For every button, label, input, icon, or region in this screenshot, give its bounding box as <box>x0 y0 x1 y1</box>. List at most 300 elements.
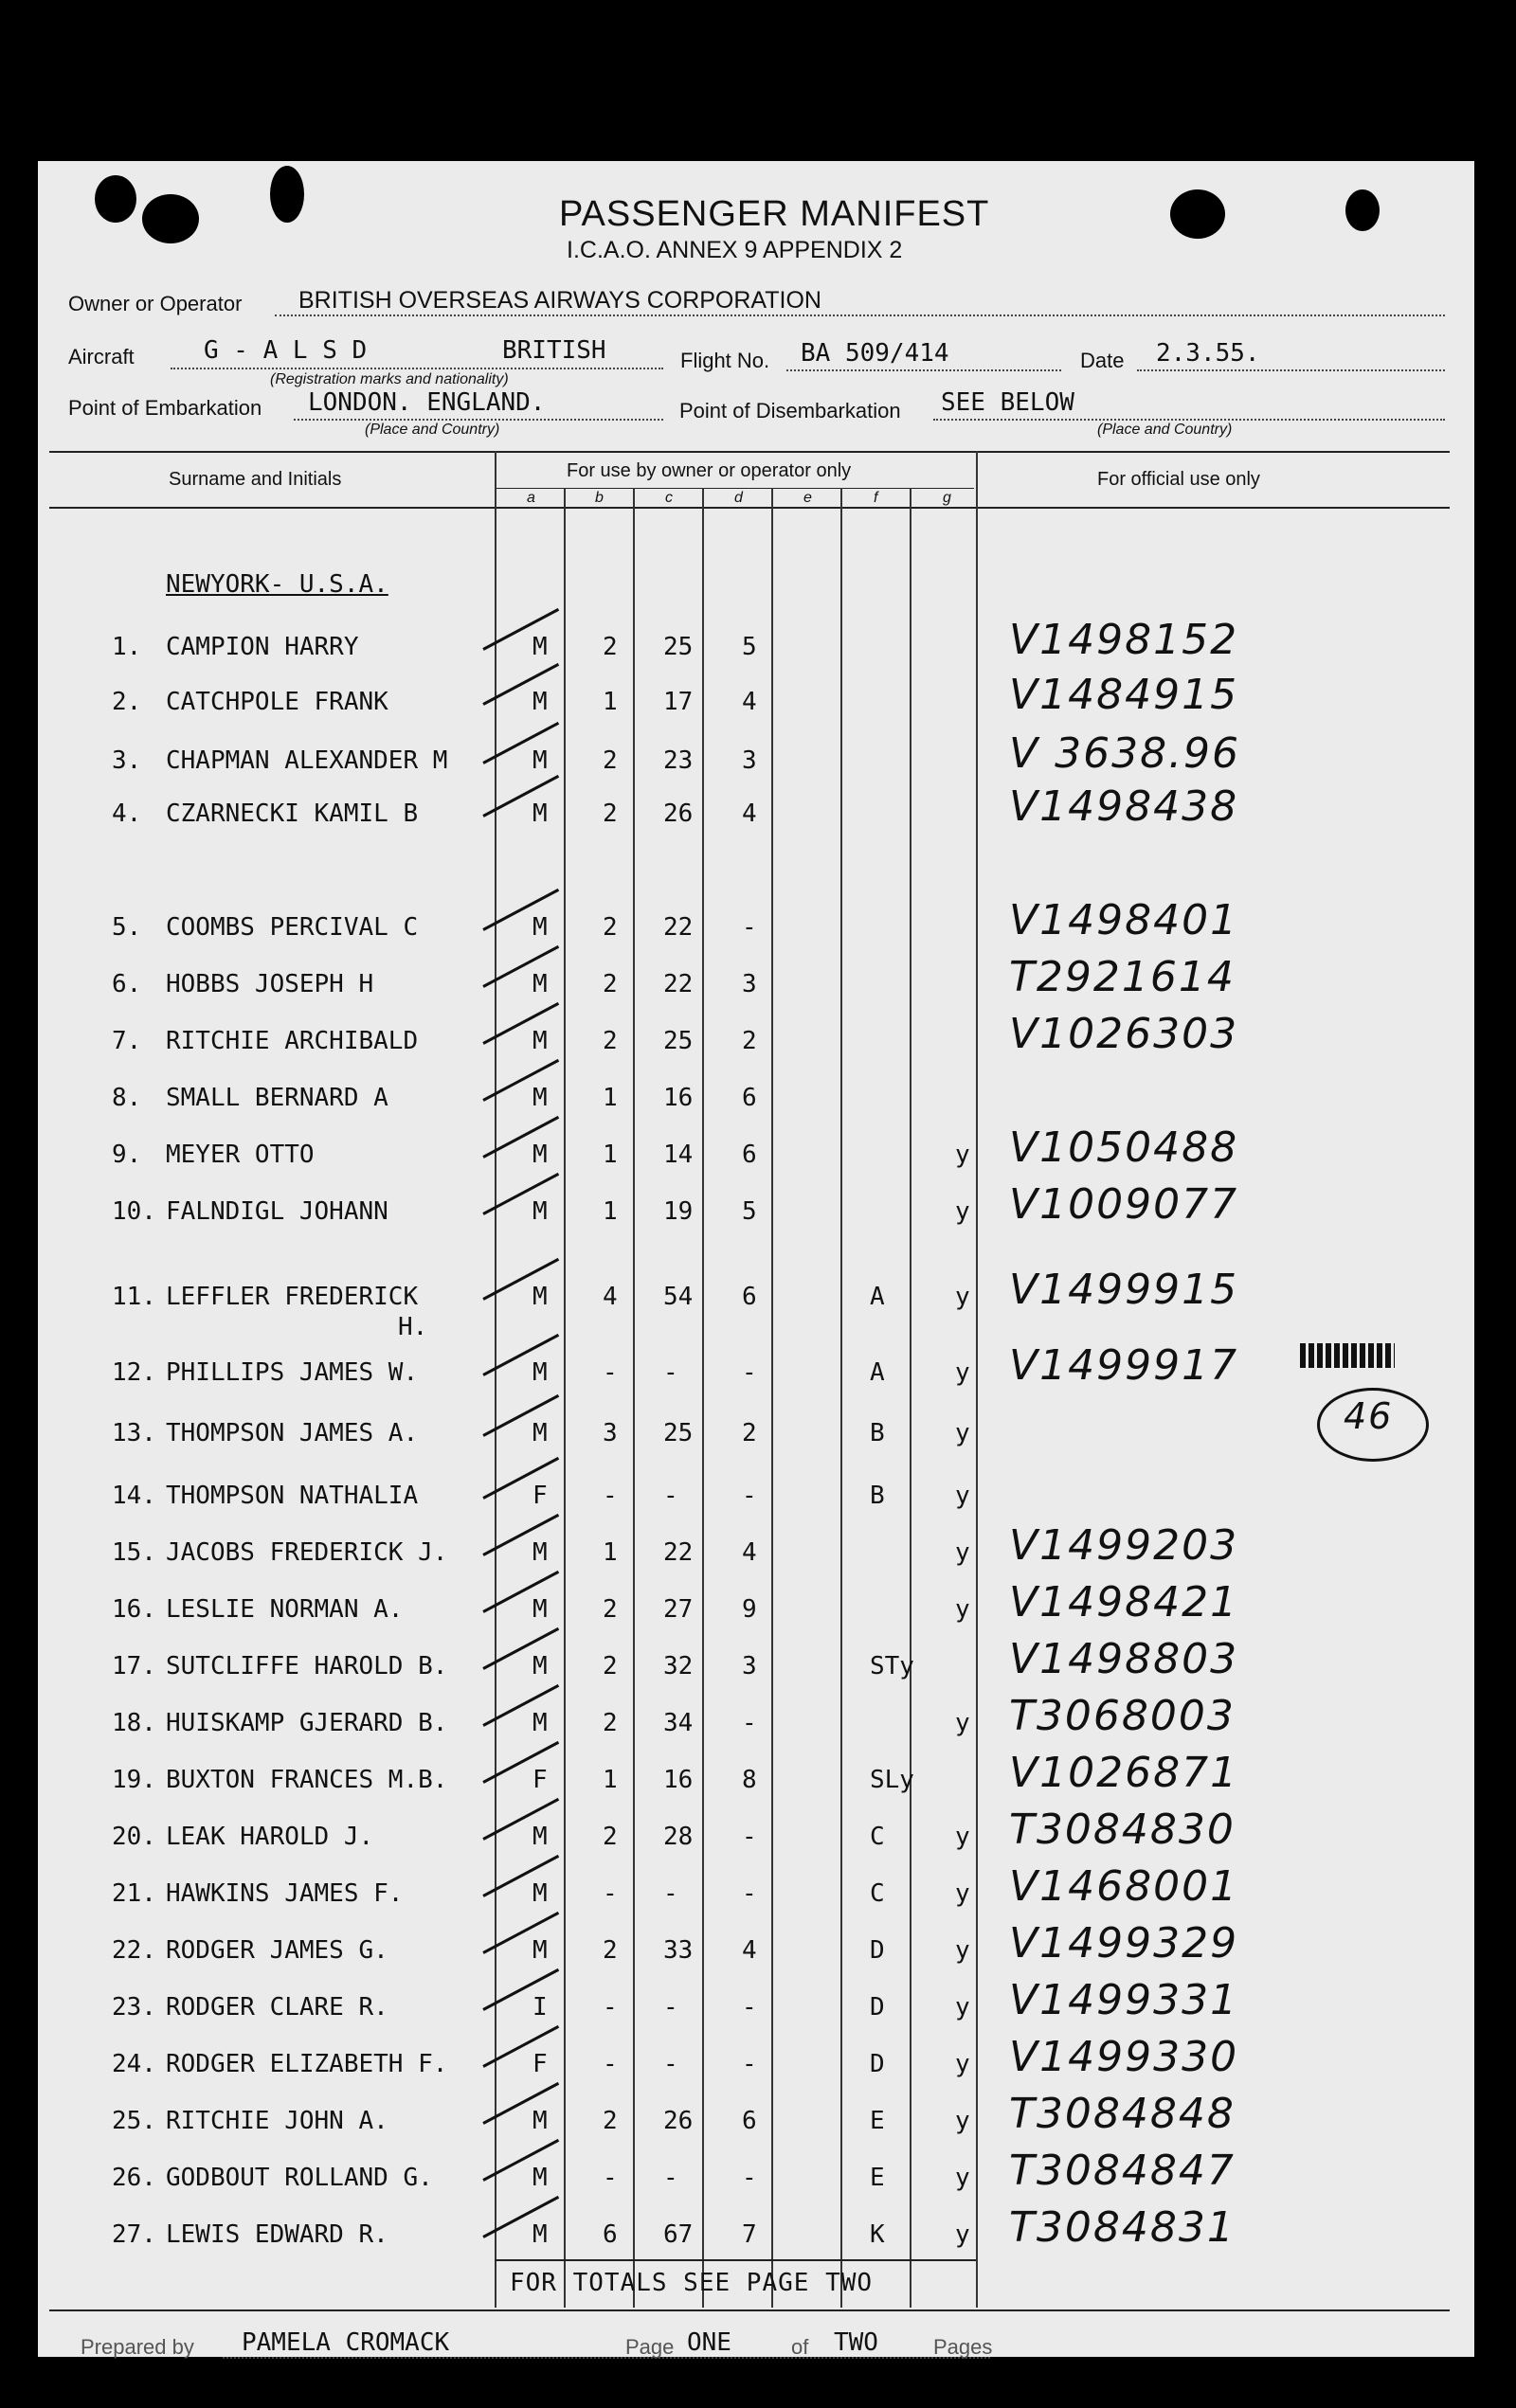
row-number: 3. <box>112 746 142 775</box>
passenger-name: CAMPION HARRY <box>166 633 359 661</box>
col-d-value: 6 <box>742 2107 757 2135</box>
col-operator-header: For use by owner or operator only <box>567 460 852 481</box>
col-c-value: 22 <box>663 1538 694 1567</box>
col-a-sex: M <box>532 688 548 716</box>
col-d-value: 4 <box>742 1936 757 1965</box>
col-b-value: 2 <box>603 1823 618 1851</box>
table-row <box>0 1180 1516 1243</box>
col-b-value: - <box>603 1879 618 1908</box>
col-a-sex: M <box>532 1823 548 1851</box>
col-b-value: 2 <box>603 633 618 661</box>
col-c-value: 26 <box>663 2107 694 2135</box>
col-b-value: 1 <box>603 688 618 716</box>
punch-hole <box>95 175 136 223</box>
date-label: Date <box>1080 349 1125 372</box>
side-mark-value: 46 <box>1344 1395 1394 1437</box>
footer-rule <box>49 2309 1450 2311</box>
col-d-value: 2 <box>742 1419 757 1447</box>
of-label: of <box>791 2335 809 2359</box>
col-b-value: 2 <box>603 1652 618 1680</box>
col-d-value: - <box>742 913 757 942</box>
col-d-value: 4 <box>742 688 757 716</box>
col-g-value: y <box>955 2107 970 2135</box>
col-f-value: SLy <box>870 1766 914 1794</box>
subcol-a: a <box>527 490 535 506</box>
col-g-value: y <box>955 1936 970 1965</box>
date-dotline <box>1137 369 1445 371</box>
col-c-value: 16 <box>663 1766 694 1794</box>
passenger-name: RITCHIE JOHN A. <box>166 2107 388 2135</box>
table-row <box>0 1806 1516 1868</box>
table-row <box>0 2033 1516 2095</box>
row-number: 20. <box>112 1823 156 1851</box>
col-b-value: 2 <box>603 970 618 998</box>
col-c-value: 27 <box>663 1595 694 1624</box>
row-number: 22. <box>112 1936 156 1965</box>
official-number: T3084831 <box>1009 2203 1236 2252</box>
col-d-value: 3 <box>742 1652 757 1680</box>
table-row <box>0 729 1516 792</box>
col-d-value: - <box>742 1823 757 1851</box>
row-number: 7. <box>112 1027 142 1055</box>
col-g-value: y <box>955 1879 970 1908</box>
page-value: ONE <box>687 2328 731 2357</box>
passenger-name: HAWKINS JAMES F. <box>166 1879 404 1908</box>
row-number: 11. <box>112 1283 156 1311</box>
official-number: V1026871 <box>1009 1749 1239 1797</box>
col-a-sex: M <box>532 1709 548 1737</box>
col-b-value: 1 <box>603 1141 618 1169</box>
col-g-value: y <box>955 1823 970 1851</box>
table-row <box>0 1976 1516 2039</box>
page-label: Page <box>625 2335 675 2359</box>
row-number: 9. <box>112 1141 142 1169</box>
col-a-sex: M <box>532 970 548 998</box>
owner-value: BRITISH OVERSEAS AIRWAYS CORPORATION <box>298 287 821 314</box>
table-row <box>0 1123 1516 1186</box>
row-number: 14. <box>112 1482 156 1510</box>
col-b-value: 2 <box>603 1936 618 1965</box>
table-row <box>0 1862 1516 1925</box>
col-d-value: 5 <box>742 633 757 661</box>
col-c-value: - <box>663 1358 678 1387</box>
col-c-value: 22 <box>663 970 694 998</box>
col-a-sex: M <box>532 1084 548 1112</box>
table-row <box>0 1266 1516 1341</box>
aircraft-label: Aircraft <box>68 345 135 368</box>
official-number: V1499203 <box>1009 1521 1239 1570</box>
col-c-value: 32 <box>663 1652 694 1680</box>
col-d-value: 6 <box>742 1084 757 1112</box>
footer-dotline <box>223 2357 990 2359</box>
aircraft-dotline <box>171 368 663 369</box>
prepared-value: PAMELA CROMACK <box>242 2328 450 2357</box>
table-row <box>0 2090 1516 2152</box>
col-f-value: C <box>870 1879 885 1908</box>
official-number: V1499330 <box>1009 2033 1239 2081</box>
passenger-name: RODGER JAMES G. <box>166 1936 388 1965</box>
disembark-value: SEE BELOW <box>941 388 1074 417</box>
col-d-value: - <box>742 1709 757 1737</box>
passenger-name: JACOBS FREDERICK J. <box>166 1538 448 1567</box>
official-number: V1498401 <box>1009 896 1239 944</box>
col-d-value: 6 <box>742 1283 757 1311</box>
col-a-sex: M <box>532 2220 548 2249</box>
col-c-value: 16 <box>663 1084 694 1112</box>
col-b-value: 1 <box>603 1766 618 1794</box>
official-number: V1468001 <box>1009 1862 1239 1911</box>
official-number: V 3638.96 <box>1009 729 1241 778</box>
totals-note: FOR TOTALS SEE PAGE TWO <box>510 2269 874 2297</box>
col-c-value: 34 <box>663 1709 694 1737</box>
row-number: 25. <box>112 2107 156 2135</box>
col-a-sex: F <box>532 2050 548 2078</box>
official-number: T2921614 <box>1009 953 1236 1001</box>
col-c-value: 33 <box>663 1936 694 1965</box>
col-b-value: 2 <box>603 800 618 828</box>
col-c-value: - <box>663 1482 678 1510</box>
col-a-sex: F <box>532 1766 548 1794</box>
col-d-value: - <box>742 1993 757 2022</box>
row-number: 1. <box>112 633 142 661</box>
passenger-name: CZARNECKI KAMIL B <box>166 800 419 828</box>
table-row <box>0 1578 1516 1641</box>
official-number: T3084847 <box>1009 2147 1236 2195</box>
col-f-value: D <box>870 2050 885 2078</box>
passenger-name: RODGER ELIZABETH F. <box>166 2050 448 2078</box>
passenger-name: RODGER CLARE R. <box>166 1993 388 2022</box>
row-number: 13. <box>112 1419 156 1447</box>
embark-value: LONDON. ENGLAND. <box>308 388 546 417</box>
owner-dotline <box>275 314 1445 316</box>
table-row <box>0 953 1516 1015</box>
col-f-value: A <box>870 1283 885 1311</box>
passenger-name: SUTCLIFFE HAROLD B. <box>166 1652 448 1680</box>
subcol-b: b <box>595 490 604 506</box>
col-a-sex: M <box>532 1027 548 1055</box>
col-g-value: y <box>955 1595 970 1624</box>
col-c-value: 25 <box>663 1027 694 1055</box>
punch-hole <box>1170 189 1225 239</box>
official-number: V1026303 <box>1009 1010 1239 1058</box>
subcol-g: g <box>943 490 951 506</box>
col-d-value: 3 <box>742 746 757 775</box>
passenger-name: THOMPSON JAMES A. <box>166 1419 419 1447</box>
embark-label: Point of Embarkation <box>68 396 262 420</box>
official-number: V1050488 <box>1009 1123 1239 1172</box>
official-number: T3084830 <box>1009 1806 1236 1854</box>
col-b-value: 1 <box>603 1197 618 1226</box>
official-number: V1498438 <box>1009 782 1239 831</box>
table-row <box>0 1749 1516 1811</box>
table-row <box>0 1076 1516 1129</box>
table-row <box>0 1411 1516 1465</box>
col-b-value: - <box>603 2050 618 2078</box>
passenger-name: CHAPMAN ALEXANDER M <box>166 746 448 775</box>
passenger-name: FALNDIGL JOHANN <box>166 1197 388 1226</box>
col-b-value: 2 <box>603 1595 618 1624</box>
col-b-value: 6 <box>603 2220 618 2249</box>
row-number: 8. <box>112 1084 142 1112</box>
official-number: T3068003 <box>1009 1692 1236 1740</box>
col-b-value: 4 <box>603 1283 618 1311</box>
col-c-value: 14 <box>663 1141 694 1169</box>
official-number: V1498421 <box>1009 1578 1239 1626</box>
punch-hole <box>1345 189 1380 231</box>
col-a-sex: M <box>532 1419 548 1447</box>
col-f-value: A <box>870 1358 885 1387</box>
col-a-sex: M <box>532 633 548 661</box>
col-g-value: y <box>955 1197 970 1226</box>
table-top-rule <box>49 451 1450 453</box>
col-c-value: - <box>663 2050 678 2078</box>
col-b-value: - <box>603 2164 618 2192</box>
col-d-value: 6 <box>742 1141 757 1169</box>
table-row <box>0 896 1516 959</box>
aircraft-value: G - A L S D <box>204 336 368 365</box>
col-a-sex: M <box>532 800 548 828</box>
col-f-value: B <box>870 1419 885 1447</box>
table-row <box>0 1474 1516 1527</box>
col-c-value: 23 <box>663 746 694 775</box>
col-c-value: - <box>663 2164 678 2192</box>
col-b-value: - <box>603 1993 618 2022</box>
table-row <box>0 1919 1516 1982</box>
punch-hole <box>270 166 304 223</box>
col-d-value: 2 <box>742 1027 757 1055</box>
row-number: 6. <box>112 970 142 998</box>
row-number: 23. <box>112 1993 156 2022</box>
table-row <box>0 616 1516 678</box>
col-f-value: E <box>870 2107 885 2135</box>
col-d-value: - <box>742 1879 757 1908</box>
date-value: 2.3.55. <box>1156 339 1260 368</box>
passenger-name: HOBBS JOSEPH H <box>166 970 374 998</box>
row-number: 17. <box>112 1652 156 1680</box>
col-g-value: y <box>955 1358 970 1387</box>
passenger-name: LESLIE NORMAN A. <box>166 1595 404 1624</box>
passenger-name: COOMBS PERCIVAL C <box>166 913 419 942</box>
passenger-name: THOMPSON NATHALIA <box>166 1482 419 1510</box>
registration-note: (Registration marks and nationality) <box>270 371 509 387</box>
col-c-value: - <box>663 1879 678 1908</box>
official-number: V1009077 <box>1009 1180 1239 1229</box>
col-a-sex: M <box>532 1197 548 1226</box>
passenger-name: LEAK HAROLD J. <box>166 1823 374 1851</box>
row-number: 21. <box>112 1879 156 1908</box>
official-number: V1499917 <box>1009 1341 1239 1390</box>
passenger-name: BUXTON FRANCES M.B. <box>166 1766 448 1794</box>
row-number: 10. <box>112 1197 156 1226</box>
col-b-value: 1 <box>603 1084 618 1112</box>
owner-label: Owner or Operator <box>68 292 243 315</box>
subcol-e: e <box>803 490 812 506</box>
col-b-value: - <box>603 1358 618 1387</box>
col-f-value: C <box>870 1823 885 1851</box>
official-number: T3084848 <box>1009 2090 1236 2138</box>
col-a-sex: M <box>532 2164 548 2192</box>
passenger-name: PHILLIPS JAMES W. <box>166 1358 419 1387</box>
col-d-value: 4 <box>742 800 757 828</box>
subcol-d: d <box>734 490 743 506</box>
col-a-sex: M <box>532 913 548 942</box>
row-number: 2. <box>112 688 142 716</box>
disembark-note: (Place and Country) <box>1097 422 1233 438</box>
embark-dotline <box>294 419 663 421</box>
table-row <box>0 1341 1516 1404</box>
col-d-value: 5 <box>742 1197 757 1226</box>
table-row <box>0 1010 1516 1072</box>
punch-hole <box>142 194 199 243</box>
embark-note: (Place and Country) <box>365 422 500 438</box>
col-d-value: 3 <box>742 970 757 998</box>
flight-value: BA 509/414 <box>801 339 949 368</box>
col-a-sex: M <box>532 1141 548 1169</box>
col-g-value: y <box>955 1283 970 1311</box>
col-d-value: - <box>742 1358 757 1387</box>
col-a-sex: M <box>532 1595 548 1624</box>
col-b-value: 2 <box>603 2107 618 2135</box>
col-b-value: 1 <box>603 1538 618 1567</box>
row-number: 5. <box>112 913 142 942</box>
manifest-subtitle: I.C.A.O. ANNEX 9 APPENDIX 2 <box>567 237 903 263</box>
col-d-value: 8 <box>742 1766 757 1794</box>
col-c-value: 26 <box>663 800 694 828</box>
row-number: 4. <box>112 800 142 828</box>
col-a-sex: M <box>532 2107 548 2135</box>
col-a-sex: M <box>532 1538 548 1567</box>
subcol-f: f <box>874 490 878 506</box>
table-row <box>0 1521 1516 1584</box>
passenger-name: RITCHIE ARCHIBALD <box>166 1027 419 1055</box>
col-b-value: 2 <box>603 913 618 942</box>
col-f-value: B <box>870 1482 885 1510</box>
subcol-c: c <box>665 490 673 506</box>
col-a-sex: M <box>532 746 548 775</box>
prepared-label: Prepared by <box>81 2335 194 2359</box>
official-number: V1498803 <box>1009 1635 1239 1683</box>
col-g-value: y <box>955 2050 970 2078</box>
disembark-dotline <box>933 419 1445 421</box>
passenger-name: LEWIS EDWARD R. <box>166 2220 388 2249</box>
passenger-name: LEFFLER FREDERICK <box>166 1283 419 1311</box>
table-row <box>0 671 1516 733</box>
table-row <box>0 782 1516 845</box>
col-c-value: 67 <box>663 2220 694 2249</box>
destination-heading: NEWYORK- U.S.A. <box>166 570 388 599</box>
row-number: 12. <box>112 1358 156 1387</box>
col-surname-header: Surname and Initials <box>169 469 342 490</box>
passenger-name: GODBOUT ROLLAND G. <box>166 2164 433 2192</box>
col-f-value: E <box>870 2164 885 2192</box>
col-c-value: - <box>663 1993 678 2022</box>
col-d-value: 9 <box>742 1595 757 1624</box>
col-f-value: D <box>870 1936 885 1965</box>
col-f-value: K <box>870 2220 885 2249</box>
passenger-name: SMALL BERNARD A <box>166 1084 388 1112</box>
col-g-value: y <box>955 2164 970 2192</box>
col-a-sex: M <box>532 1358 548 1387</box>
of-value: TWO <box>834 2328 878 2357</box>
col-official-header: For official use only <box>1097 469 1260 490</box>
col-a-sex: M <box>532 1283 548 1311</box>
row-number: 15. <box>112 1538 156 1567</box>
official-number: V1498152 <box>1009 616 1239 664</box>
col-b-value: - <box>603 1482 618 1510</box>
col-d-value: - <box>742 2050 757 2078</box>
col-c-value: 28 <box>663 1823 694 1851</box>
col-g-value: y <box>955 2220 970 2249</box>
row-number: 26. <box>112 2164 156 2192</box>
col-a-sex: F <box>532 1482 548 1510</box>
disembark-label: Point of Disembarkation <box>679 399 901 422</box>
table-row <box>0 1692 1516 1754</box>
row-number: 27. <box>112 2220 156 2249</box>
manifest-title: PASSENGER MANIFEST <box>559 194 990 234</box>
col-g-value: y <box>955 1709 970 1737</box>
col-c-value: 25 <box>663 633 694 661</box>
totals-rule <box>495 2259 976 2261</box>
passenger-name: CATCHPOLE FRANK <box>166 688 388 716</box>
official-number: V1484915 <box>1009 671 1239 719</box>
col-b-value: 2 <box>603 746 618 775</box>
scribble-mark <box>1300 1343 1395 1368</box>
col-c-value: 54 <box>663 1283 694 1311</box>
official-number: V1499331 <box>1009 1976 1239 2024</box>
col-b-value: 2 <box>603 1709 618 1737</box>
col-c-value: 19 <box>663 1197 694 1226</box>
col-g-value: y <box>955 1993 970 2022</box>
col-b-value: 3 <box>603 1419 618 1447</box>
aircraft-nationality: BRITISH <box>502 336 606 365</box>
col-c-value: 17 <box>663 688 694 716</box>
col-g-value: y <box>955 1141 970 1169</box>
col-d-value: 7 <box>742 2220 757 2249</box>
col-g-value: y <box>955 1482 970 1510</box>
col-a-sex: I <box>532 1993 548 2022</box>
official-number: V1499329 <box>1009 1919 1239 1968</box>
row-number: 24. <box>112 2050 156 2078</box>
official-number: V1499915 <box>1009 1266 1239 1314</box>
col-g-value: y <box>955 1538 970 1567</box>
row-number: 16. <box>112 1595 156 1624</box>
row-number: 18. <box>112 1709 156 1737</box>
row-number: 19. <box>112 1766 156 1794</box>
col-c-value: 22 <box>663 913 694 942</box>
flight-dotline <box>786 369 1061 371</box>
flight-label: Flight No. <box>680 349 770 372</box>
passenger-name: HUISKAMP GJERARD B. <box>166 1709 448 1737</box>
col-f-value: STy <box>870 1652 914 1680</box>
passenger-name-continued: H. <box>398 1313 428 1341</box>
col-d-value: - <box>742 1482 757 1510</box>
col-d-value: 4 <box>742 1538 757 1567</box>
col-b-value: 2 <box>603 1027 618 1055</box>
col-f-value: D <box>870 1993 885 2022</box>
col-d-value: - <box>742 2164 757 2192</box>
col-a-sex: M <box>532 1652 548 1680</box>
pages-label: Pages <box>933 2335 993 2359</box>
subcolumn-rule <box>496 488 974 489</box>
table-header-rule <box>49 507 1450 509</box>
col-g-value: y <box>955 1419 970 1447</box>
table-row <box>0 1635 1516 1698</box>
col-c-value: 25 <box>663 1419 694 1447</box>
col-a-sex: M <box>532 1936 548 1965</box>
passenger-name: MEYER OTTO <box>166 1141 315 1169</box>
col-a-sex: M <box>532 1879 548 1908</box>
table-row <box>0 2147 1516 2209</box>
